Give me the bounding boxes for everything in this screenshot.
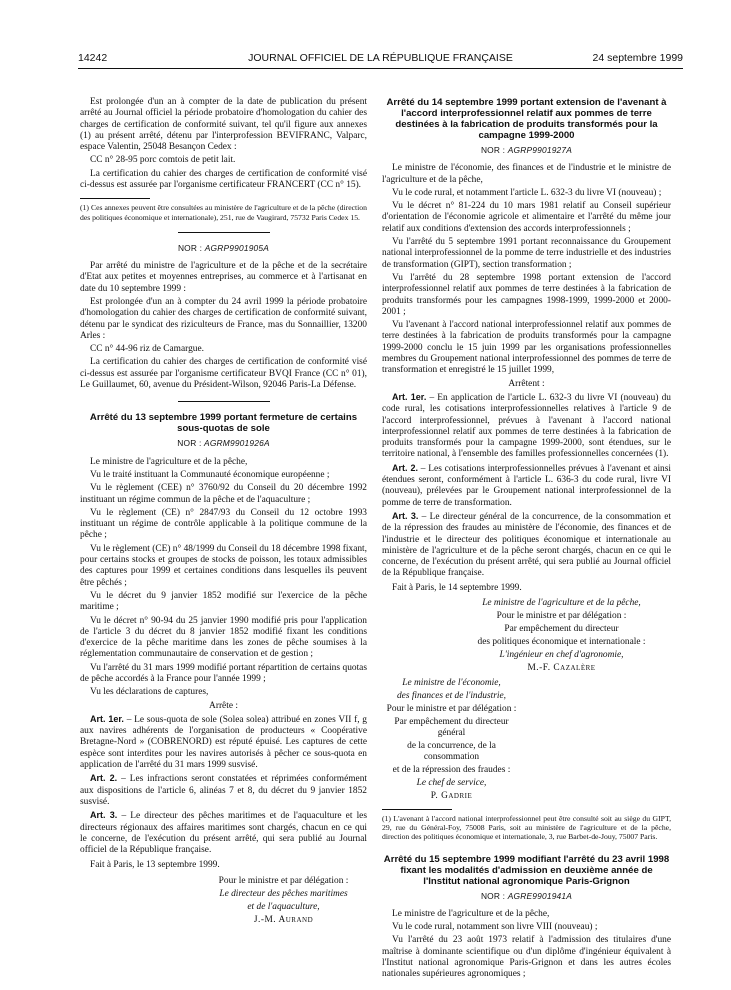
- article: Art. 3. – Le directeur des pêches maritimes et de l'aquaculture et les directeurs régionaux des affaires maritimes sont chargés, chacun en ce qui le concerne, de l'exécution du présent arrêté, qui sera publié au Journal officiel de la République française.: [80, 810, 367, 856]
- article: Art. 2. – Les infractions seront constatées et réprimées conformément aux dispositions de l'article 6, alinéas 7 et 8, du décret du 9 janvier 1852 susvisé.: [80, 773, 367, 807]
- signatory-name: P. Gadrie: [430, 790, 473, 801]
- signature-block: Pour le ministre et par délégation : Le directeur des pêches maritimes et de l'aquaculture, J.-M. Aurand: [80, 876, 367, 926]
- visa: Vu le code rural, notamment son livre VIII (nouveau) ;: [392, 922, 598, 933]
- separator: [178, 232, 270, 233]
- visa: Vu les déclarations de captures,: [90, 687, 209, 698]
- visa: Vu l'arrêté du 31 mars 1999 modifié portant répartition de certains quotas de pêche accordés à la France pour l'année 1999 ;: [80, 662, 367, 684]
- visa: Vu le règlement (CEE) n° 3760/92 du Conseil du 20 décembre 1992 instituant un régime commun de la pêche et de l'aquaculture ;: [80, 483, 367, 505]
- separator: [178, 401, 270, 402]
- signature-block: Le ministre de l'agriculture et de la pêche, Pour le ministre et par délégation : Par empêchement du directeur des politiques économique et internationale : L'ingénieur en chef d'agronomie, M.-F. Cazalère: [382, 598, 671, 674]
- footnote-rule: [80, 198, 150, 199]
- paragraph: La certification du cahier des charges de certification de conformité visé ci-dessus est assurée par l'organisme certificateur BVQI France (CC n° 01), Le Guillaumet, 60, avenue du Président-Wilson, 92046 Paris-La Défense.: [80, 357, 367, 391]
- visa: Le ministre de l'agriculture et de la pêche,: [90, 456, 248, 467]
- signatory-name: M.-F. Cazalère: [527, 662, 596, 673]
- paragraph: Par arrêté du ministre de l'agriculture et de la pêche et de la secrétaire d'Etat aux petites et moyennes entreprises, au commerce et à l'artisanat en date du 10 septembre 1999 :: [80, 261, 367, 294]
- date-line: Fait à Paris, le 13 septembre 1999.: [90, 860, 220, 871]
- nor-reference: NOR : AGRM9901926A: [177, 438, 270, 449]
- nor-reference: NOR : AGRP9901927A: [480, 145, 573, 155]
- visa: Vu le règlement (CE) n° 2847/93 du Conseil du 12 octobre 1993 instituant un régime de contrôle applicable à la politique commune de la pêche ;: [80, 507, 367, 541]
- paragraph: CC n° 28-95 porc comtois de petit lait.: [90, 155, 236, 166]
- visa: Vu l'avenant à l'accord national interprofessionnel relatif aux pommes de terre destinées à la fabrication de produits transformés pour la campagne 1999-2000 conclu le 15 juin 1999 par les organisations professionnelles membres du Groupement national interprofessionnel des pommes de terre de transformation et enregistré le 15 juillet 1999,: [382, 320, 671, 376]
- footnote-rule: [382, 809, 452, 810]
- nor-reference: NOR : AGRE9901941A: [480, 890, 573, 901]
- article: Art. 1er. – En application de l'article L. 632-3 du livre VI (nouveau) du code rural, les cotisations interprofessionnelles relatives à l'article 9 de l'accord interprofessionnel, prévues à l'avenant à l'accord national interprofessionnel relatif aux pommes de terre destinées à la fabrication de produits transformés pour la campagne 1999-2000, sont étendues, sur le territoire national, à l'ensemble des familles professionnelles concernées (1).: [382, 391, 671, 460]
- article: Art. 1er. – Le sous-quota de sole (Solea solea) attribué en zones VII f, g aux navires adhérents de l'organisation de producteurs « Coopérative Bretagne-Nord » (COBRENORD) est réputé épuisé. Les captures de cette espèce sont interdites pour les navires autorisés à pêcher ce sous-quota en application de l'arrêté du 31 mars 1999 susvisé.: [80, 713, 367, 771]
- visa: Vu le règlement (CE) n° 48/1999 du Conseil du 18 décembre 1998 fixant, pour certains stocks et groupes de stocks de poisson, les totaux admissibles des captures pour 1999 et certaines conditions dans lesquelles ils peuvent être pêchés ;: [80, 543, 367, 588]
- header-rule: [78, 68, 683, 69]
- visa: Vu le code rural, et notamment l'article L. 632-3 du livre VI (nouveau) ;: [392, 187, 662, 198]
- page-header: [78, 52, 683, 68]
- visa: Le ministre de l'économie, des finances et de l'industrie et le ministre de l'agriculture et de la pêche,: [382, 163, 671, 185]
- page-number: 14242: [78, 52, 108, 64]
- visa: Vu l'arrêté du 28 septembre 1998 portant extension de l'accord interprofessionnel relatif aux pommes de terre destinées à la fabrication de produits transformés pour les campagnes 1998-1999, 1999-2000 et 2000-2001 ;: [382, 272, 671, 317]
- date-line: Fait à Paris, le 14 septembre 1999.: [392, 582, 522, 593]
- footnote: (1) Ces annexes peuvent être consultées au ministère de l'agriculture et de la pêche (direction des politiques économique et internationale), 251, rue de Vaugirard, 75732 Paris Cedex 15.: [80, 203, 367, 222]
- visa: Vu le décret n° 81-224 du 10 mars 1981 relatif au Conseil supérieur d'orientation de l'économie agricole et alimentaire et l'arrêté du même jour relatif aux conditions d'extension des accords interprofessionnels ;: [382, 201, 671, 234]
- paragraph: CC n° 44-96 riz de Camargue.: [90, 344, 204, 355]
- decree-title: Arrêté du 15 septembre 1999 modifiant l'arrêté du 23 avril 1998 fixant les modalités d'admission en deuxième année de l'Institut national agronomique Paris-Grignon: [383, 853, 670, 887]
- arretent-heading: Arrêtent :: [508, 378, 545, 389]
- nor-reference: NOR : AGRP9901905A: [177, 242, 270, 253]
- arrete-heading: Arrête :: [209, 700, 238, 711]
- decree-title: Arrêté du 14 septembre 1999 portant extension de l'avenant à l'accord interprofessionnel relatif aux pommes de terre destinées à la fabrication de produits transformés pour la campagne 1999-2000: [386, 97, 667, 141]
- visa: Vu le décret n° 90-94 du 25 janvier 1990 modifié pris pour l'application de l'article 3 du décret du 8 janvier 1852 modifié fixant les conditions d'exercice de la pêche maritime dans les zones de pêche soumises à la réglementation communautaire de conservation et de gestion ;: [80, 615, 367, 660]
- journal-title: JOURNAL OFFICIEL DE LA RÉPUBLIQUE FRANÇAISE: [248, 52, 513, 64]
- left-column: [80, 97, 367, 930]
- footnote: (1) L'avenant à l'accord national interprofessionnel peut être consulté soit au siège du GIPT, 29, rue du Général-Foy, 75008 Paris, soit au ministère de l'agriculture et de la pêche, direction des politiques économique et internationale, 3, rue Barbet-de-Jouy, 75007 Paris.: [382, 813, 671, 842]
- visa: Vu le décret du 9 janvier 1852 modifié sur l'exercice de la pêche maritime ;: [80, 590, 367, 613]
- paragraph: La certification du cahier des charges de certification de conformité visé ci-dessus est assurée par l'organisme certificateur FRANCERT (CC n° 15).: [80, 168, 367, 191]
- signatory-name: J.-M. Aurand: [253, 914, 314, 925]
- issue-date: 24 septembre 1999: [592, 52, 683, 64]
- right-column: [382, 97, 671, 983]
- visa: Vu le traité instituant la Communauté économique européenne ;: [90, 469, 330, 480]
- paragraph: Est prolongée d'un an à compter de la date de publication du présent arrêté au Journal officiel la période probatoire d'homologation du cahier des charges de certification de conformité suivant, tel qu'il figure aux annexes (1) au présent arrêté, détenu par l'interprofession BEVIFRANC, Valparc, espace Valentin, 25048 Besançon Cedex :: [80, 97, 367, 153]
- visa: Vu l'arrêté du 23 août 1973 relatif à l'admission des titulaires d'une maîtrise à dominante scientifique ou d'un diplôme d'ingénieur équivalent à l'Institut national agronomique Paris-Grignon et dans les autres écoles nationales supérieures agronomiques ;: [382, 935, 671, 980]
- visa: Vu l'arrêté du 5 septembre 1991 portant reconnaissance du Groupement national interprofessionnel de la pomme de terre industrielle et des industries de transformation (GIPT), section transformation ;: [382, 237, 671, 270]
- signature-block: Le ministre de l'économie, des finances et de l'industrie, Pour le ministre et par délégation : Par empêchement du directeur général de la concurrence, de la consommation et de la répression des fraudes : Le chef de service, P. Gadrie: [382, 678, 671, 802]
- paragraph: Est prolongée d'un an à compter du 24 avril 1999 la période probatoire d'homologation du cahier des charges de certification de conformité suivant, détenu par le syndicat des riziculteurs de France, mas du Sonnaillier, 13200 Arles :: [80, 296, 367, 341]
- decree-title: Arrêté du 13 septembre 1999 portant fermeture de certains sous-quotas de sole: [89, 412, 358, 435]
- article: Art. 2. – Les cotisations interprofessionnelles prévues à l'avenant et ainsi étendues seront, conformément à l'article L. 636-3 du code rural, livre VI (nouveau), prélevées par le Groupement national interprofessionnel de la pomme de terre de transformation.: [382, 462, 671, 508]
- visa: Le ministre de l'agriculture et de la pêche,: [392, 908, 550, 919]
- article: Art. 3. – Le directeur général de la concurrence, de la consommation et de la répression des fraudes au ministère de l'économie, des finances et de l'industrie et le directeur des politiques économique et internationale au ministère de l'agriculture et de la pêche seront chargés, chacun en ce qui le concerne, de l'exécution du présent arrêté, qui sera publié au Journal officiel de la République française.: [382, 510, 671, 579]
